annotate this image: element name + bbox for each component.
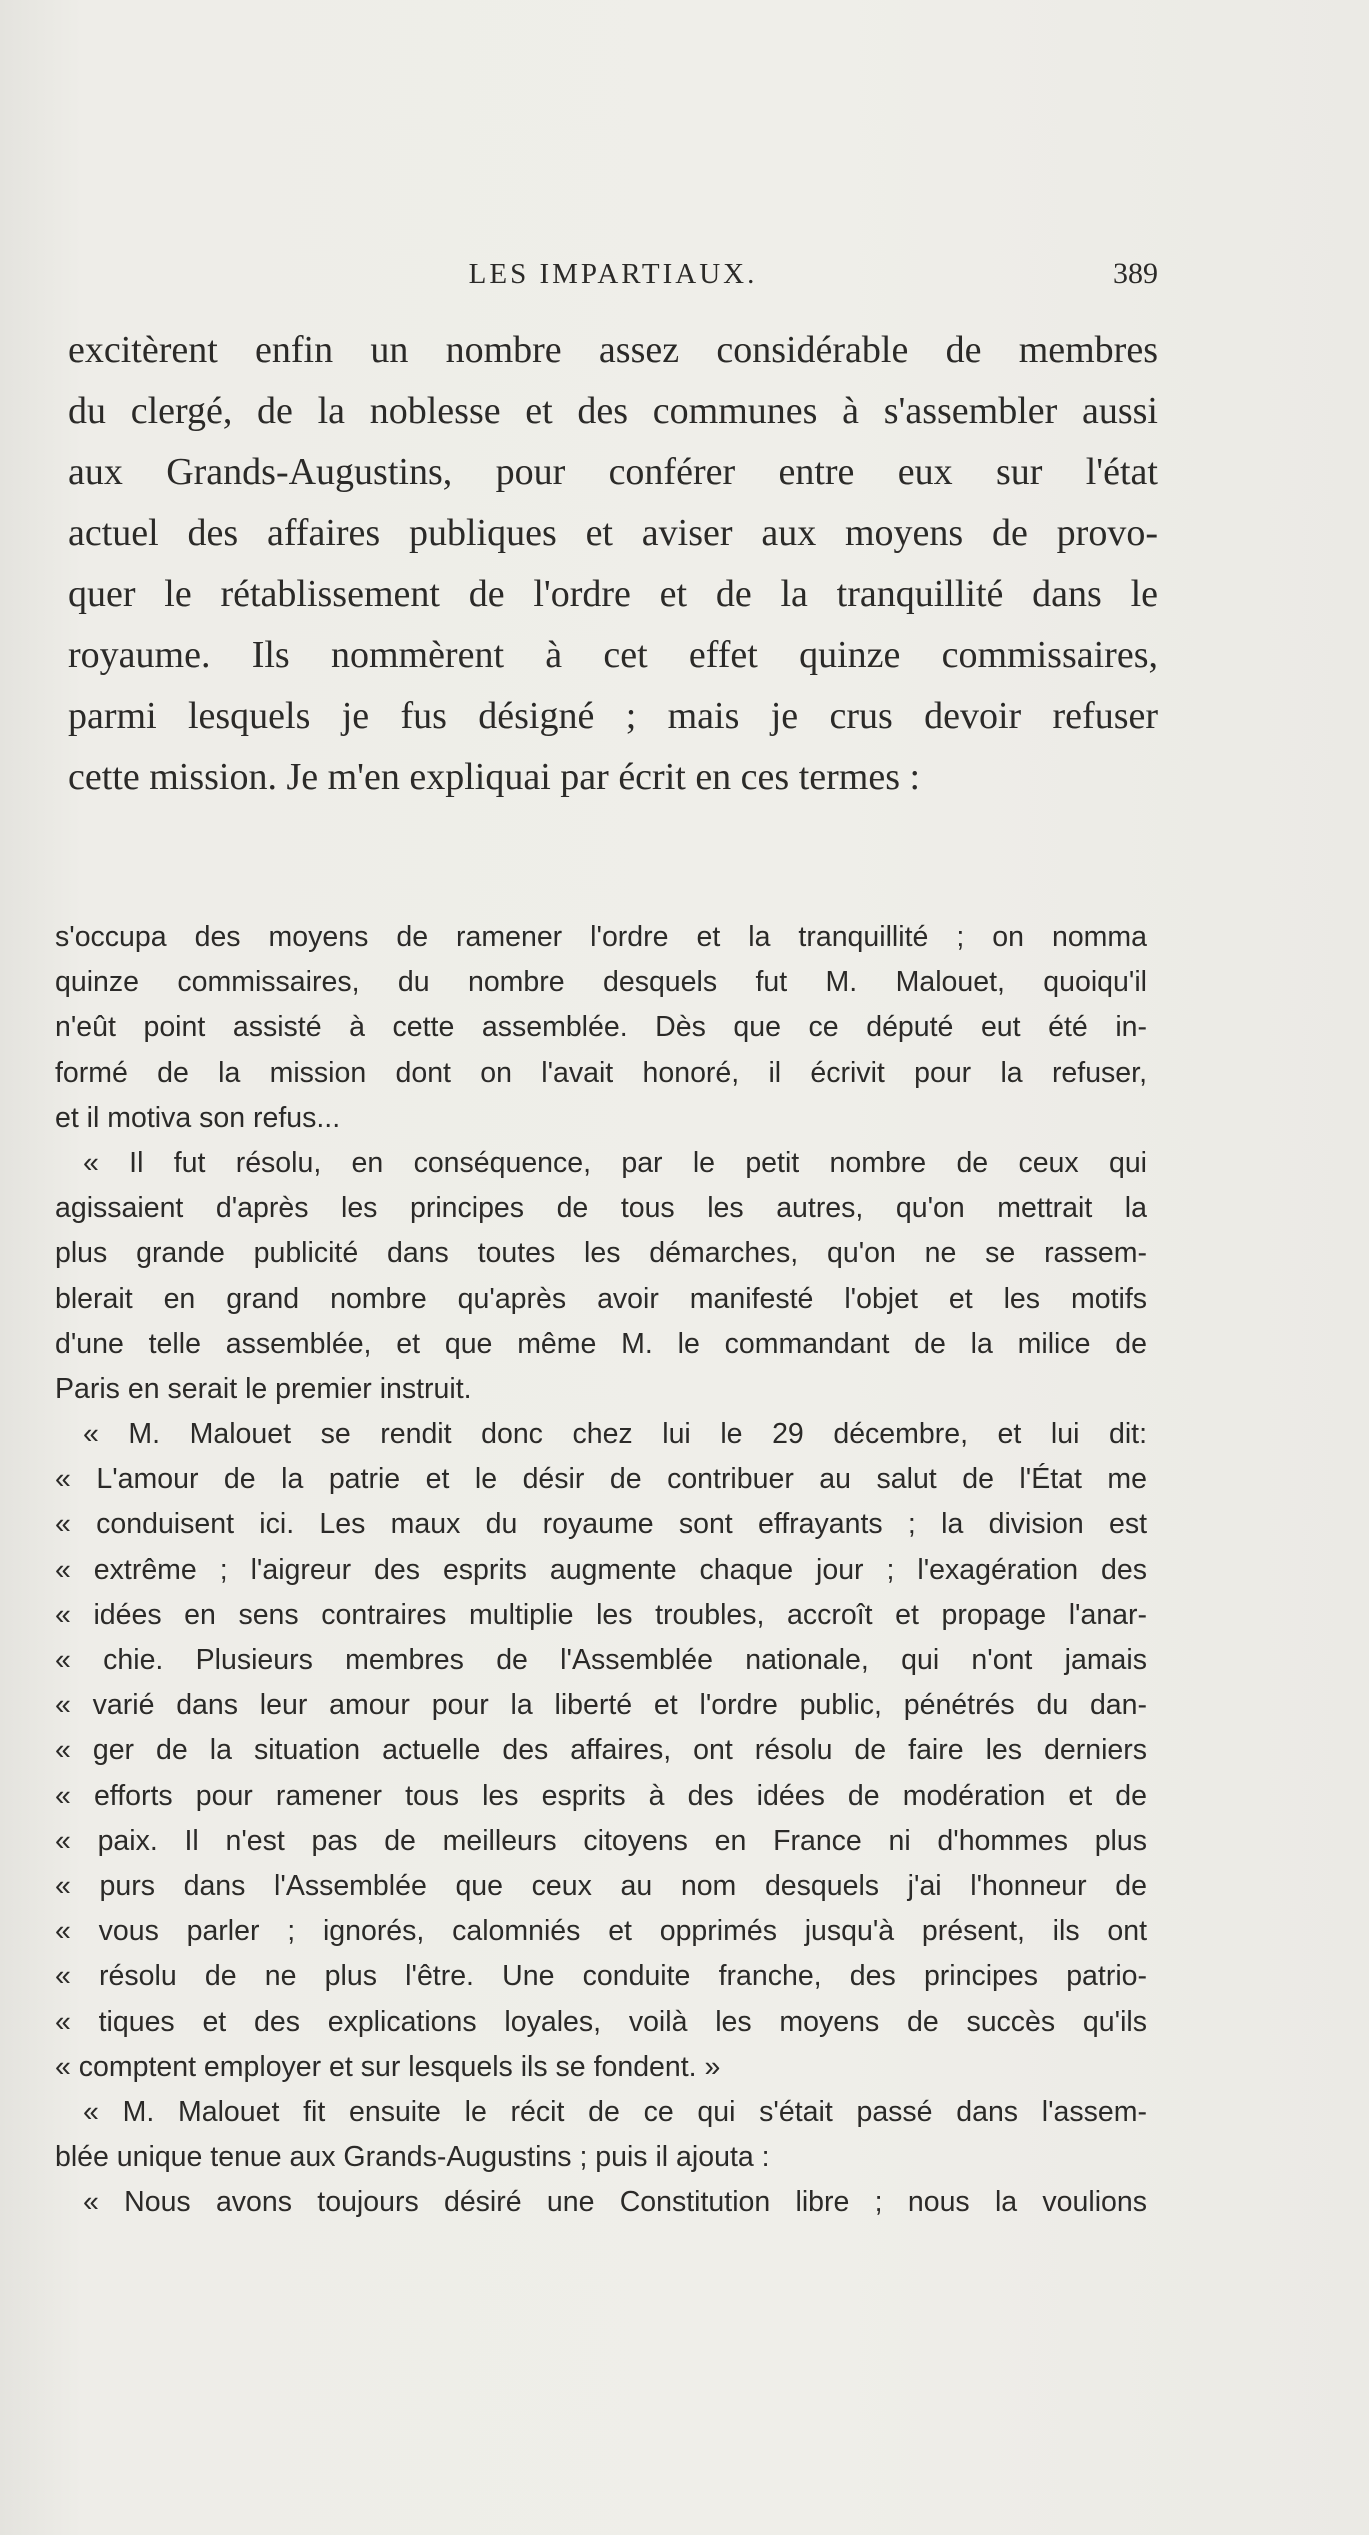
footnote-line: « Il fut résolu, en conséquence, par le petit nombre de ceux qui: [83, 1146, 1147, 1179]
footnote-line: « idées en sens contraires multiplie les troubles, accroît et propage l'anar-: [55, 1598, 1147, 1631]
text-line: cette mission. Je m'en expliquai par écrit en ces termes :: [68, 756, 921, 798]
footnote-line: et il motiva son refus...: [55, 1101, 341, 1134]
footnote-line: « tiques et des explications loyales, voilà les moyens de succès qu'ils: [55, 2005, 1147, 2038]
footnote-line: plus grande publicité dans toutes les démarches, qu'on ne se rassem-: [55, 1237, 1147, 1270]
footnote-line: « Nous avons toujours désiré une Constitution libre ; nous la voulions: [83, 2186, 1147, 2219]
footnote-line: « résolu de ne plus l'être. Une conduite franche, des principes patrio-: [55, 1960, 1147, 1993]
footnote-line: blée unique tenue aux Grands-Augustins ; puis il ajouta :: [55, 2141, 770, 2174]
footnote-line: « chie. Plusieurs membres de l'Assemblée nationale, qui n'ont jamais: [55, 1644, 1147, 1676]
footnote-line: « paix. Il n'est pas de meilleurs citoyens en France ni d'hommes plus: [55, 1824, 1147, 1857]
running-title: LES IMPARTIAUX.: [468, 258, 758, 290]
footnote-line: n'eût point assisté à cette assemblée. Dès que ce député eut été in-: [55, 1011, 1147, 1044]
text-line: actuel des affaires publiques et aviser aux moyens de provo-: [68, 512, 1158, 554]
text-line: excitèrent enfin un nombre assez considérable de membres: [68, 329, 1158, 371]
footnote-line: « varié dans leur amour pour la liberté et l'ordre public, pénétrés du dan-: [55, 1689, 1147, 1722]
footnote-line: « conduisent ici. Les maux du royaume sont effrayants ; la division est: [55, 1508, 1147, 1541]
footnote-line: « extrême ; l'aigreur des esprits augmente chaque jour ; l'exagération des: [55, 1553, 1147, 1586]
footnote-line: agissaient d'après les principes de tous les autres, qu'on mettrait la: [55, 1192, 1147, 1225]
page-number: 389: [1113, 257, 1158, 290]
page-header: [68, 254, 1158, 294]
footnote-line: « M. Malouet fit ensuite le récit de ce qui s'était passé dans l'assem-: [83, 2095, 1147, 2128]
footnote-line: « comptent employer et sur lesquels ils se fondent. »: [55, 2050, 721, 2083]
text-line: quer le rétablissement de l'ordre et de la tranquillité dans le: [68, 573, 1158, 615]
footnote-line: « M. Malouet se rendit donc chez lui le 29 décembre, et lui dit:: [83, 1418, 1147, 1451]
footnote-line: blerait en grand nombre qu'après avoir manifesté l'objet et les motifs: [55, 1282, 1147, 1315]
text-line: parmi lesquels je fus désigné ; mais je crus devoir refuser: [68, 695, 1158, 737]
footnote-line: Paris en serait le premier instruit.: [55, 1372, 472, 1405]
footnote-line: « L'amour de la patrie et le désir de contribuer au salut de l'État me: [55, 1463, 1147, 1496]
footnote-line: quinze commissaires, du nombre desquels fut M. Malouet, quoiqu'il: [55, 966, 1147, 999]
footnote-line: « efforts pour ramener tous les esprits à des idées de modération et de: [55, 1779, 1147, 1812]
footnote-line: d'une telle assemblée, et que même M. le commandant de la milice de: [55, 1327, 1147, 1360]
footnote-line: « ger de la situation actuelle des affaires, ont résolu de faire les derniers: [55, 1734, 1147, 1767]
footnote: [55, 915, 1147, 2225]
text-line: aux Grands-Augustins, pour conférer entre eux sur l'état: [68, 451, 1158, 493]
footnote-line: « purs dans l'Assemblée que ceux au nom desquels j'ai l'honneur de: [55, 1869, 1147, 1902]
footnote-line: s'occupa des moyens de ramener l'ordre et la tranquillité ; on nomma: [55, 921, 1147, 953]
footnote-line: « vous parler ; ignorés, calomniés et opprimés jusqu'à présent, ils ont: [55, 1915, 1147, 1948]
main-text: [68, 320, 1158, 808]
text-line: royaume. Ils nommèrent à cet effet quinze commissaires,: [68, 634, 1158, 676]
text-line: du clergé, de la noblesse et des communes à s'assembler aussi: [68, 390, 1158, 432]
footnote-line: formé de la mission dont on l'avait honoré, il écrivit pour la refuser,: [55, 1056, 1147, 1089]
